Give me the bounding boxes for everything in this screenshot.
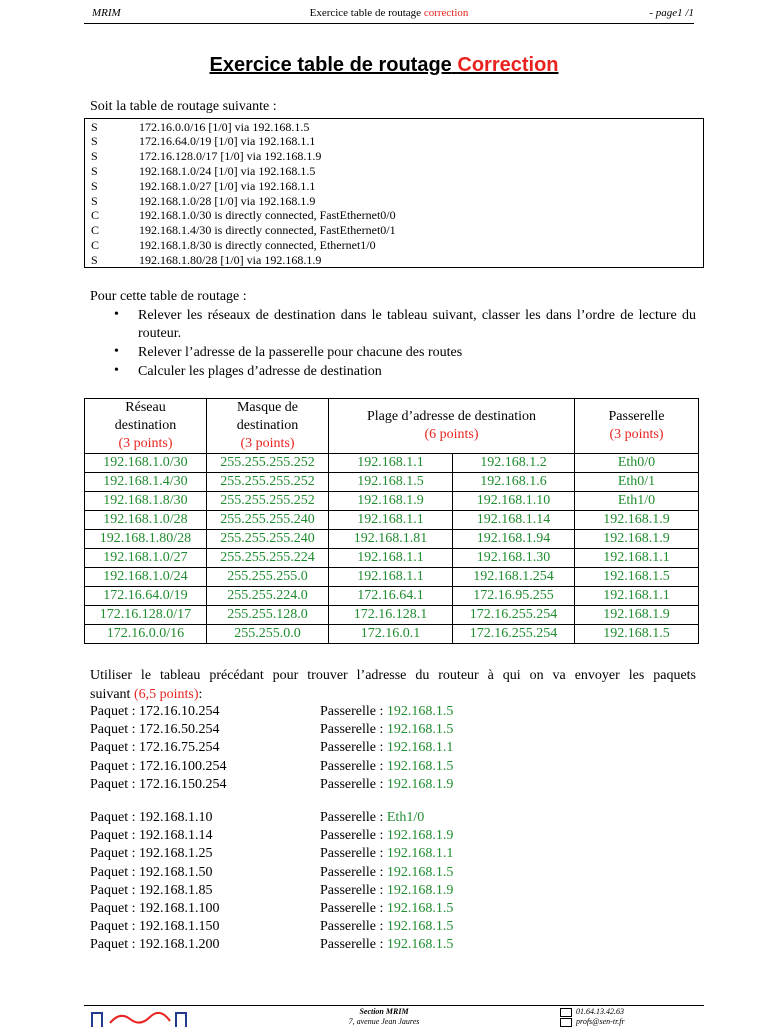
table-row	[85, 530, 699, 549]
table-row	[85, 587, 699, 606]
reseau-cell: 192.168.1.0/28	[85, 511, 207, 530]
gateway-entry	[320, 937, 453, 953]
gateway-address: 192.168.1.1	[386, 740, 454, 756]
range-end-cell: 192.168.1.10	[453, 492, 575, 511]
header-center-highlight: correction	[423, 7, 469, 19]
packet-entry	[90, 777, 227, 793]
passerelle-cell: 192.168.1.9	[575, 511, 699, 530]
header-masque-l1: Masque de	[236, 400, 299, 415]
gateway-entry	[320, 740, 453, 756]
packets-intro-points: (6,5 points)	[133, 687, 199, 702]
header-right: - page1 /1	[649, 7, 694, 19]
gateway-address: 192.168.1.9	[386, 882, 454, 898]
masque-cell: 255.255.255.252	[207, 473, 329, 492]
packets-intro-colon: :	[198, 687, 203, 702]
route-code: C	[91, 237, 100, 252]
passerelle-cell: Eth0/1	[575, 473, 699, 492]
range-end-cell: 192.168.1.30	[453, 549, 575, 568]
footer-phone-number: 01.64.13.42.63	[576, 1007, 624, 1016]
bullet-2-dot: •	[114, 344, 119, 359]
reseau-cell: 192.168.1.0/24	[85, 568, 207, 587]
footer-phone	[560, 1007, 624, 1017]
footer-email-address: profs@sen-tr.fr	[576, 1017, 625, 1026]
table-header-row	[85, 399, 699, 454]
gateway-entry	[320, 777, 453, 793]
gateway-address: 192.168.1.1	[386, 846, 454, 862]
gateway-label: Passerelle :	[320, 882, 384, 898]
table-row	[85, 511, 699, 530]
packet-address: 192.168.1.14	[139, 828, 213, 844]
range-end-cell: 192.168.1.6	[453, 473, 575, 492]
range-start-cell: 172.16.0.1	[329, 625, 453, 644]
intro-text: Soit la table de routage suivante :	[90, 99, 277, 114]
gateway-label: Passerelle :	[320, 828, 384, 844]
routing-table-row	[85, 164, 703, 179]
header-left: MRIM	[92, 7, 121, 19]
packet-address: 172.16.50.254	[139, 722, 220, 738]
gateway-label: Passerelle :	[320, 776, 384, 792]
gateway-label: Passerelle :	[320, 722, 384, 738]
masque-cell: 255.255.255.252	[207, 454, 329, 473]
range-end-cell: 172.16.95.255	[453, 587, 575, 606]
packet-address: 192.168.1.10	[139, 810, 213, 825]
header-masque-points: (3 points)	[240, 436, 295, 451]
routing-table-row	[85, 238, 703, 253]
routing-table-row	[85, 134, 703, 149]
range-end-cell: 192.168.1.2	[453, 454, 575, 473]
mail-icon	[560, 1018, 572, 1027]
routing-table	[84, 118, 704, 268]
header-plage-l1: Plage d’adresse de destination	[366, 409, 537, 424]
masque-cell: 255.255.255.240	[207, 511, 329, 530]
reseau-cell: 172.16.64.0/19	[85, 587, 207, 606]
header-masque	[207, 399, 329, 454]
routing-table-row	[85, 194, 703, 209]
range-end-cell: 172.16.255.254	[453, 625, 575, 644]
packets-intro-suivant: suivant	[90, 687, 131, 702]
route-code: S	[91, 163, 98, 178]
gateway-entry	[320, 828, 453, 844]
gateway-entry	[320, 722, 453, 738]
reseau-cell: 192.168.1.80/28	[85, 530, 207, 549]
packet-label: Paquet :	[90, 758, 136, 774]
passerelle-cell: 192.168.1.5	[575, 568, 699, 587]
phone-icon	[560, 1008, 572, 1017]
range-start-cell: 192.168.1.1	[329, 511, 453, 530]
gateway-entry	[320, 846, 453, 862]
header-center-text: Exercice table de routage	[309, 7, 422, 19]
packet-label: Paquet :	[90, 722, 136, 738]
packet-entry	[90, 704, 220, 720]
footer-address: 7, avenue Jean Jaures	[348, 1017, 420, 1026]
gateway-entry	[320, 865, 453, 881]
packet-entry	[90, 865, 213, 881]
gateway-address: Eth1/0	[386, 810, 425, 825]
routing-table-row	[85, 223, 703, 238]
passerelle-cell: 192.168.1.9	[575, 606, 699, 625]
packet-entry	[90, 810, 213, 826]
gateway-address: 192.168.1.5	[386, 919, 454, 935]
masque-cell: 255.255.255.240	[207, 530, 329, 549]
gateway-label: Passerelle :	[320, 758, 384, 774]
packet-label: Paquet :	[90, 846, 136, 862]
bullet-2-text: Relever l’adresse de la passerelle pour chacune des routes	[138, 345, 463, 360]
gateway-entry	[320, 883, 453, 899]
packet-address: 192.168.1.25	[139, 846, 213, 862]
packet-label: Paquet :	[90, 828, 136, 844]
route-code: S	[91, 252, 98, 267]
page-title	[0, 54, 768, 77]
range-end-cell: 192.168.1.254	[453, 568, 575, 587]
route-code: S	[91, 149, 98, 164]
packet-entry	[90, 740, 220, 756]
routing-table-row	[85, 149, 703, 164]
route-text: 192.168.1.4/30 is directly connected, FastEthernet0/1	[139, 223, 396, 238]
reseau-cell: 192.168.1.8/30	[85, 492, 207, 511]
bullet-1-text: Relever les réseaux de destination dans le tableau suivant, classer les dans l’ordre de lecture du routeur.	[138, 308, 696, 341]
passerelle-cell: Eth1/0	[575, 492, 699, 511]
packet-label: Paquet :	[90, 704, 136, 719]
packet-entry	[90, 919, 220, 935]
passerelle-cell: 192.168.1.9	[575, 530, 699, 549]
header-plage	[329, 399, 575, 454]
table-row	[85, 492, 699, 511]
packet-address: 192.168.1.100	[139, 901, 220, 916]
table-row	[85, 454, 699, 473]
packet-entry	[90, 901, 220, 917]
range-start-cell: 192.168.1.81	[329, 530, 453, 549]
masque-cell: 255.255.255.224	[207, 549, 329, 568]
header-passerelle-points: (3 points)	[609, 427, 664, 442]
gateway-label: Passerelle :	[320, 704, 384, 719]
range-start-cell: 192.168.1.5	[329, 473, 453, 492]
destination-table	[84, 398, 699, 644]
packet-label: Paquet :	[90, 901, 136, 916]
title-main: Exercice table de routage	[209, 54, 452, 76]
header-center	[84, 7, 694, 19]
range-start-cell: 192.168.1.1	[329, 549, 453, 568]
passerelle-cell: Eth0/0	[575, 454, 699, 473]
routing-table-row	[85, 179, 703, 194]
bullet-3-text: Calculer les plages d’adresse de destination	[138, 364, 382, 379]
bullet-1-dot: •	[114, 307, 119, 322]
header-reseau	[85, 399, 207, 454]
range-start-cell: 172.16.128.1	[329, 606, 453, 625]
route-code: C	[91, 223, 100, 238]
route-text: 192.168.1.0/30 is directly connected, FastEthernet0/0	[139, 208, 396, 223]
passerelle-cell: 192.168.1.1	[575, 549, 699, 568]
route-text: 192.168.1.0/27 [1/0] via 192.168.1.1	[139, 178, 316, 193]
footer-section: Section MRIM	[359, 1007, 409, 1016]
reseau-cell: 172.16.0.0/16	[85, 625, 207, 644]
route-code: S	[91, 193, 98, 208]
masque-cell: 255.255.224.0	[207, 587, 329, 606]
gateway-address: 192.168.1.5	[386, 704, 454, 719]
packet-address: 172.16.10.254	[139, 704, 220, 719]
route-code: S	[91, 178, 98, 193]
passerelle-cell: 192.168.1.5	[575, 625, 699, 644]
masque-cell: 255.255.128.0	[207, 606, 329, 625]
gateway-label: Passerelle :	[320, 901, 384, 916]
packet-address: 172.16.100.254	[139, 758, 227, 774]
packet-entry	[90, 937, 220, 953]
range-start-cell: 172.16.64.1	[329, 587, 453, 606]
instructions-lead: Pour cette table de routage :	[90, 289, 247, 304]
gateway-label: Passerelle :	[320, 846, 384, 862]
routing-table-row	[85, 208, 703, 223]
packet-address: 192.168.1.200	[139, 937, 220, 953]
table-row	[85, 606, 699, 625]
range-start-cell: 192.168.1.9	[329, 492, 453, 511]
gateway-address: 192.168.1.9	[386, 828, 454, 844]
packet-label: Paquet :	[90, 919, 136, 935]
route-text: 172.16.64.0/19 [1/0] via 192.168.1.1	[139, 134, 316, 149]
range-start-cell: 192.168.1.1	[329, 454, 453, 473]
reseau-cell: 192.168.1.0/27	[85, 549, 207, 568]
packet-label: Paquet :	[90, 864, 136, 880]
gateway-address: 192.168.1.5	[386, 864, 454, 880]
range-end-cell: 192.168.1.14	[453, 511, 575, 530]
header-plage-points: (6 points)	[424, 427, 479, 442]
packet-label: Paquet :	[90, 810, 136, 825]
packet-entry	[90, 759, 227, 775]
packet-entry	[90, 846, 213, 862]
header-reseau-points: (3 points)	[118, 436, 173, 451]
gateway-entry	[320, 919, 453, 935]
page-header	[84, 7, 694, 24]
packets-intro-line1: Utiliser le tableau précédant pour trouver l’adresse du routeur à qui on va envoyer les paquets	[90, 668, 696, 683]
table-row	[85, 625, 699, 644]
title-highlight: Correction	[457, 54, 559, 76]
bullet-3-dot: •	[114, 363, 119, 378]
gateway-address: 192.168.1.5	[386, 758, 454, 774]
masque-cell: 255.255.255.252	[207, 492, 329, 511]
passerelle-cell: 192.168.1.1	[575, 587, 699, 606]
route-code: S	[91, 119, 98, 134]
gateway-label: Passerelle :	[320, 937, 384, 953]
packet-address: 192.168.1.50	[139, 864, 213, 880]
packet-label: Paquet :	[90, 740, 136, 756]
gateway-address: 192.168.1.9	[386, 776, 454, 792]
gateway-entry	[320, 704, 453, 720]
gateway-label: Passerelle :	[320, 810, 384, 825]
gateway-label: Passerelle :	[320, 740, 384, 756]
gateway-entry	[320, 759, 453, 775]
gateway-label: Passerelle :	[320, 864, 384, 880]
table-row	[85, 549, 699, 568]
packet-entry	[90, 883, 213, 899]
header-masque-l2: destination	[236, 418, 299, 433]
route-text: 172.16.0.0/16 [1/0] via 192.168.1.5	[139, 119, 310, 134]
gateway-address: 192.168.1.5	[386, 722, 454, 738]
route-code: S	[91, 134, 98, 149]
route-text: 192.168.1.0/24 [1/0] via 192.168.1.5	[139, 163, 316, 178]
reseau-cell: 192.168.1.4/30	[85, 473, 207, 492]
route-text: 192.168.1.80/28 [1/0] via 192.168.1.9	[139, 252, 322, 267]
header-passerelle-l1: Passerelle	[608, 409, 665, 424]
range-start-cell: 192.168.1.1	[329, 568, 453, 587]
header-reseau-l1: Réseau	[125, 400, 166, 415]
reseau-cell: 172.16.128.0/17	[85, 606, 207, 625]
gateway-address: 192.168.1.5	[386, 901, 454, 916]
packet-label: Paquet :	[90, 776, 136, 792]
masque-cell: 255.255.255.0	[207, 568, 329, 587]
packet-label: Paquet :	[90, 882, 136, 898]
routing-table-row	[85, 120, 703, 135]
packet-entry	[90, 828, 213, 844]
gateway-address: 192.168.1.5	[386, 937, 454, 953]
range-end-cell: 192.168.1.94	[453, 530, 575, 549]
packet-entry	[90, 722, 220, 738]
table-row	[85, 568, 699, 587]
gateway-entry	[320, 810, 424, 826]
range-end-cell: 172.16.255.254	[453, 606, 575, 625]
routing-table-row	[85, 253, 703, 268]
table-row	[85, 473, 699, 492]
gateway-label: Passerelle :	[320, 919, 384, 935]
route-code: C	[91, 208, 100, 223]
packets-intro-line2	[90, 687, 202, 703]
packet-address: 172.16.75.254	[139, 740, 220, 756]
packet-address: 192.168.1.150	[139, 919, 220, 935]
packet-label: Paquet :	[90, 937, 136, 953]
route-text: 192.168.1.8/30 is directly connected, Ethernet1/0	[139, 237, 376, 252]
route-text: 172.16.128.0/17 [1/0] via 192.168.1.9	[139, 149, 322, 164]
packet-address: 192.168.1.85	[139, 882, 213, 898]
masque-cell: 255.255.0.0	[207, 625, 329, 644]
footer-email	[560, 1017, 625, 1027]
footer-divider	[84, 1005, 704, 1006]
route-text: 192.168.1.0/28 [1/0] via 192.168.1.9	[139, 193, 316, 208]
packet-address: 172.16.150.254	[139, 776, 227, 792]
reseau-cell: 192.168.1.0/30	[85, 454, 207, 473]
header-passerelle	[575, 399, 699, 454]
gateway-entry	[320, 901, 453, 917]
header-reseau-l2: destination	[114, 418, 177, 433]
